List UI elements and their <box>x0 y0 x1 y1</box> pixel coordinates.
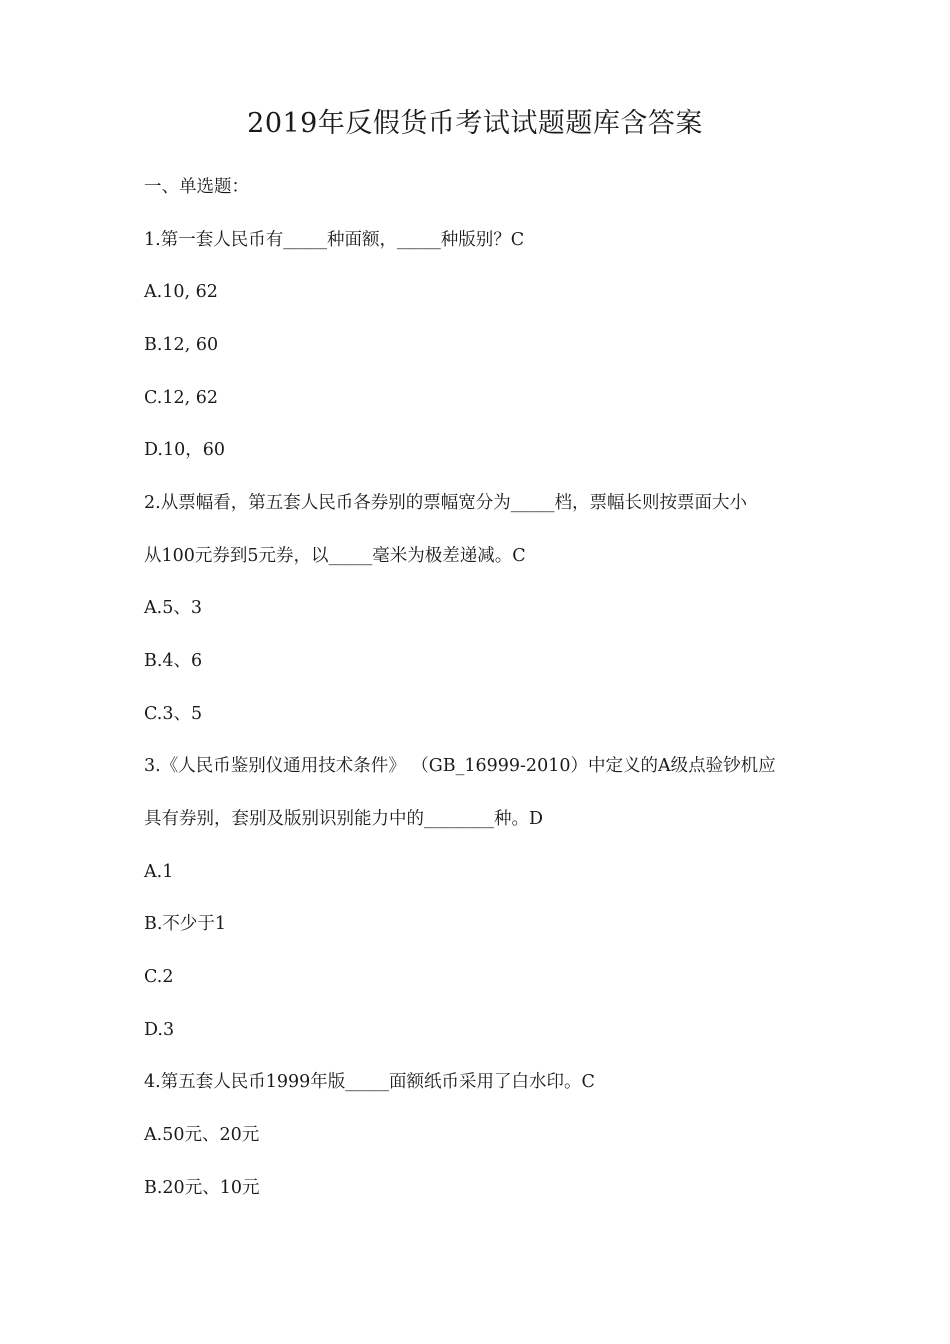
q4-option-b: B.20元、10元 <box>144 1178 260 1198</box>
q3-option-a: A.1 <box>144 862 174 882</box>
q1-option-b: B.12, 60 <box>144 335 219 355</box>
document-title: 2019年反假货币考试试题题库含答案 <box>247 108 703 139</box>
q1-option-a: A.10, 62 <box>144 282 218 302</box>
q1-option-d: D.10，60 <box>144 440 226 460</box>
q1-option-c: C.12, 62 <box>144 388 218 408</box>
question-3-line-1: 3.《人民币鉴别仪通用技术条件》 （GB_16999-2010）中定义的A级点验钞机应 <box>144 756 776 776</box>
q3-option-c: C.2 <box>144 967 174 987</box>
q2-option-b: B.4、6 <box>144 651 203 671</box>
q4-option-a: A.50元、20元 <box>144 1125 260 1145</box>
q3-option-d: D.3 <box>144 1020 175 1040</box>
q2-option-a: A.5、3 <box>144 598 202 618</box>
question-4: 4.第五套人民币1999年版_____面额纸币采用了白水印。C <box>144 1072 595 1092</box>
question-1: 1.第一套人民币有_____种面额，_____种版别？C <box>144 230 525 250</box>
question-2-line-2: 从100元券到5元券，以_____毫米为极差递减。C <box>144 546 526 566</box>
question-2-line-1: 2.从票幅看，第五套人民币各券别的票幅宽分为_____档，票幅长则按票面大小 <box>144 493 747 513</box>
q2-option-c: C.3、5 <box>144 704 203 724</box>
q3-option-b: B.不少于1 <box>144 914 227 934</box>
section-heading: 一、单选题： <box>144 177 249 197</box>
question-3-line-2: 具有券别，套别及版别识别能力中的________种。D <box>144 809 544 829</box>
